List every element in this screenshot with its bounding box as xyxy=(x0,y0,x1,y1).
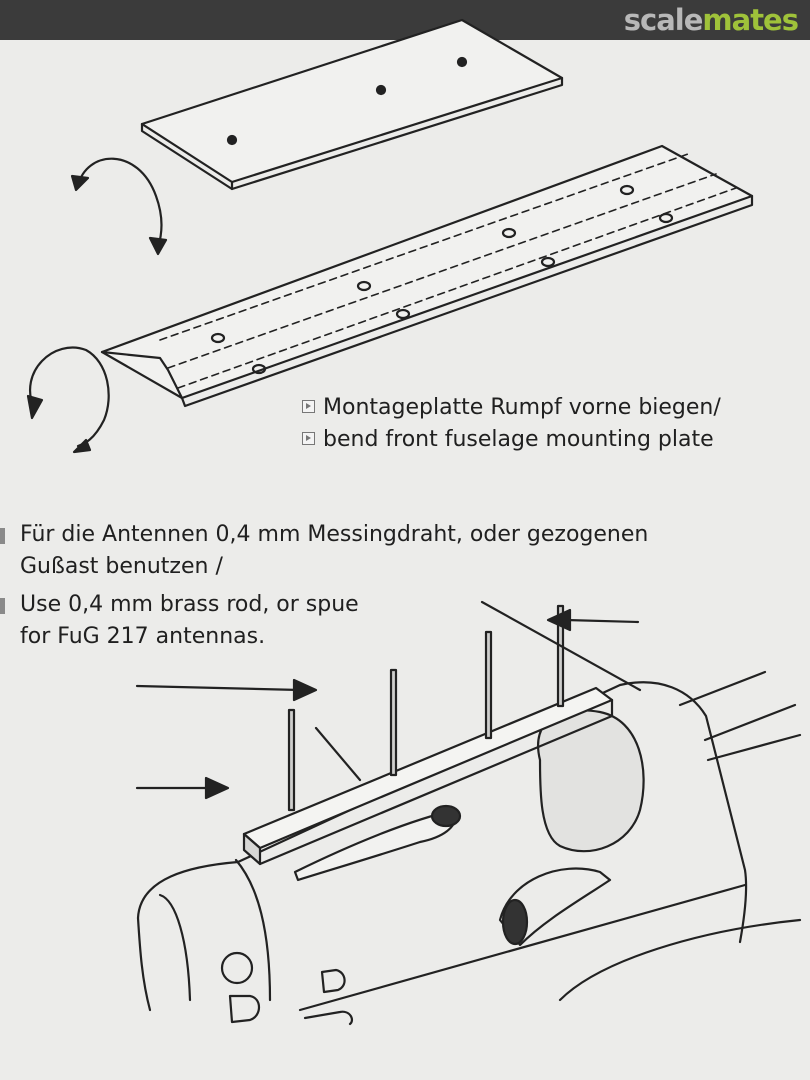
fuselage-drawing xyxy=(138,606,800,1024)
bend-instruction-en: bend front fuselage mounting plate xyxy=(302,425,714,455)
rotate-arrow-bottom xyxy=(28,348,109,452)
logo-text-mates: mates xyxy=(702,3,798,37)
flat-mounting-plate xyxy=(142,20,562,189)
step-bullet-icon xyxy=(302,432,315,445)
antenna-instruction-en-1: Use 0,4 mm brass rod, or spue xyxy=(20,592,359,617)
antenna-instruction-de-2: Gußast benutzen / xyxy=(20,554,223,579)
step-bullet-icon xyxy=(302,400,315,413)
logo-text-scale: scale xyxy=(623,3,703,37)
antenna-instruction-de-1: Für die Antennen 0,4 mm Messingdraht, oder gezogenen xyxy=(20,522,649,547)
bent-mounting-plate xyxy=(102,146,752,406)
rotate-arrow-top xyxy=(72,159,166,254)
bend-instruction-de: Montageplatte Rumpf vorne biegen/ xyxy=(302,393,721,423)
left-margin-mark xyxy=(0,528,5,544)
left-margin-mark xyxy=(0,598,5,614)
antenna-instruction-en-2: for FuG 217 antennas. xyxy=(20,624,266,649)
